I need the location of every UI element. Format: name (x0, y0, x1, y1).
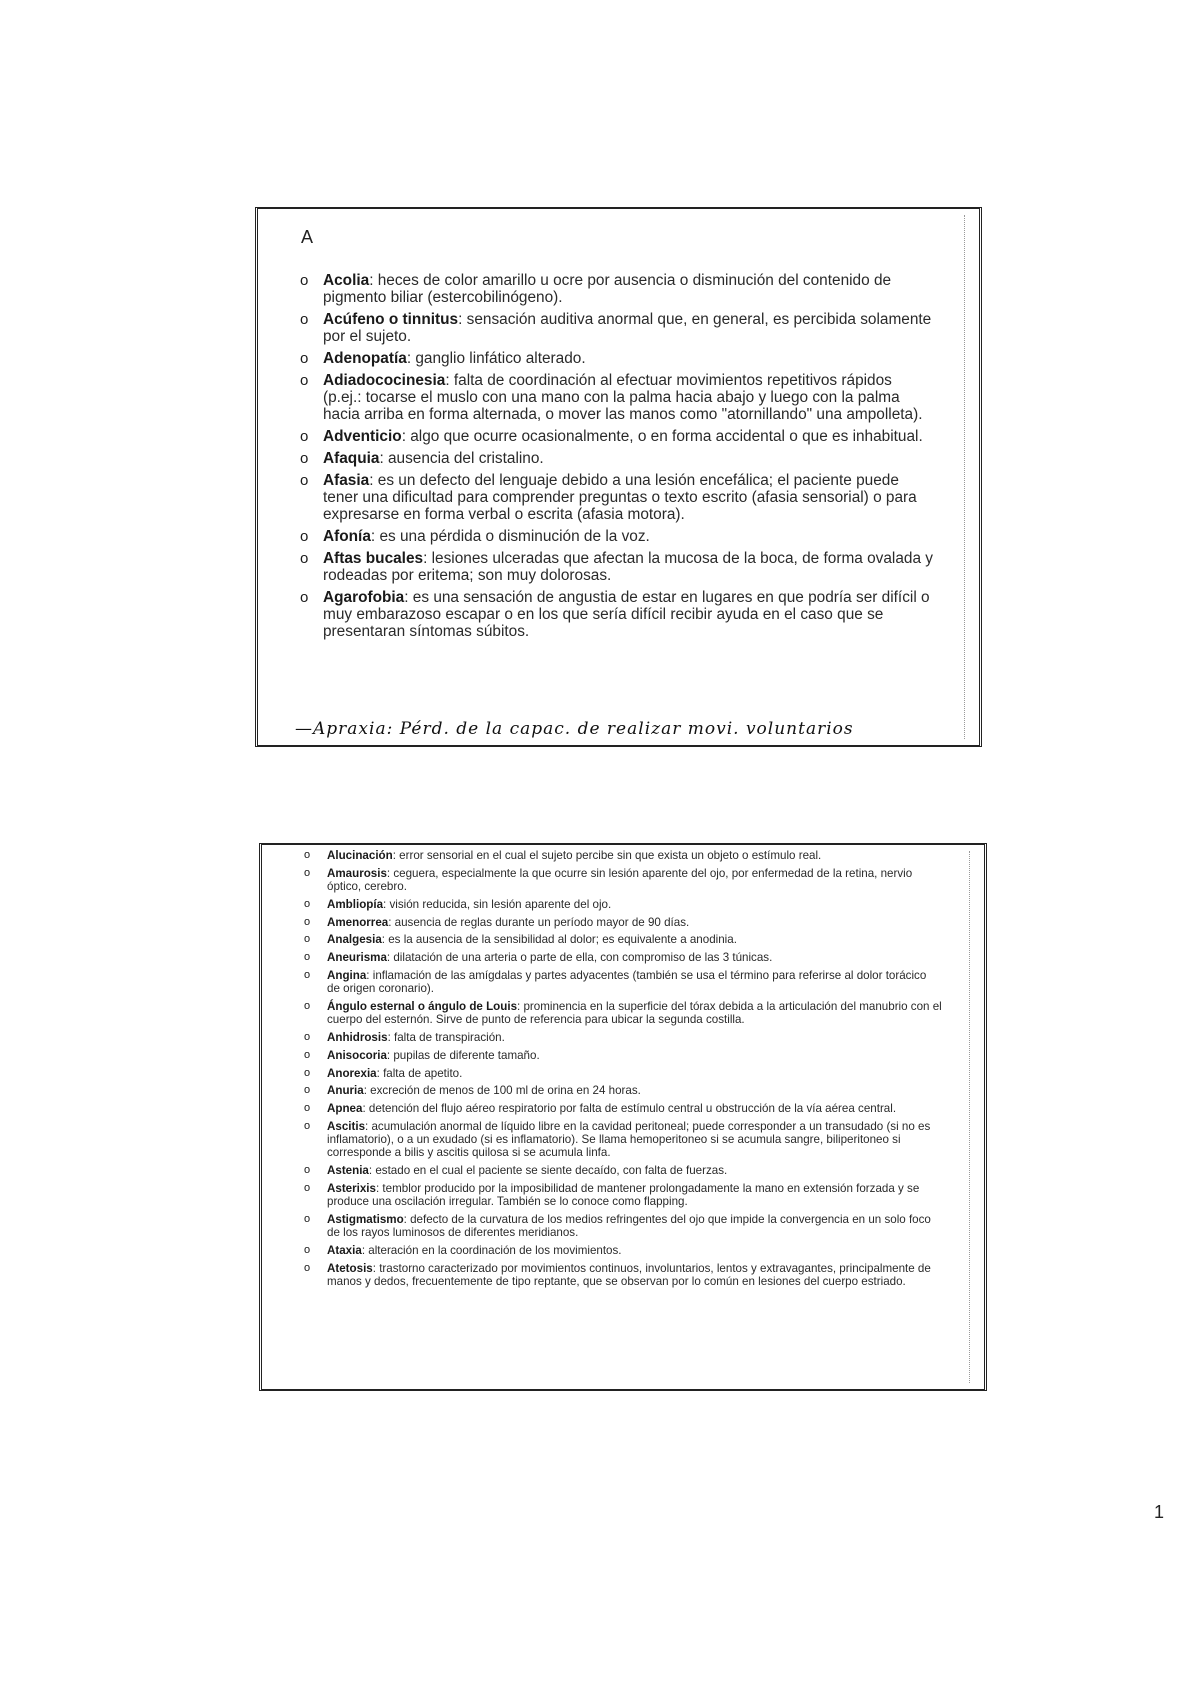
definition-text: : ausencia de reglas durante un período mayor de 90 días. (388, 915, 690, 929)
definition-item (304, 1262, 942, 1288)
definition-term: Anhidrosis (327, 1030, 388, 1044)
bullet-icon: o (304, 897, 311, 910)
handwritten-note: —Apraxia: Pérd. de la capac. de realizar movi. voluntarios (295, 719, 854, 739)
definition-item (304, 951, 942, 964)
bullet-icon: o (304, 1164, 311, 1177)
bullet-icon: o (304, 1181, 311, 1194)
definition-item (300, 428, 933, 445)
definition-term: Anuria (327, 1084, 364, 1098)
definition-item (304, 969, 942, 995)
bullet-icon: o (304, 915, 311, 928)
definition-term: Adenopatía (323, 350, 407, 367)
definition-text: : falta de transpiración. (387, 1030, 505, 1044)
definition-list-top (300, 272, 933, 645)
definition-item (304, 849, 942, 862)
definition-text: : acumulación anormal de líquido libre en la cavidad peritoneal; puede corresponder a un transudado (si no es inflamatorio), o a un exudado (si es inflamatorio). Se llama hemoperitoneo si se acumula sangre, biliperitoneo si corresponde a bilis y ascitis quilosa si se acumula linfa. (327, 1119, 931, 1160)
definition-text: : ausencia del cristalino. (379, 450, 544, 467)
definition-item (304, 898, 942, 911)
definition-term: Astigmatismo (327, 1212, 404, 1226)
bullet-icon: o (304, 1261, 311, 1274)
page-number: 1 (1154, 1502, 1165, 1522)
glossary-panel-bottom (259, 843, 987, 1391)
definition-item (304, 1213, 942, 1239)
definition-term: Asterixis (327, 1181, 376, 1195)
definition-term: Afasia (323, 472, 370, 489)
definition-text: : trastorno caracterizado por movimientos continuos, involuntarios, lentos y extravagantes, principalmente de manos y dedos, frecuentemente de tipo reptante, que se observan por lo común en lesiones del cuerpo estriado. (327, 1261, 931, 1288)
definition-term: Ascitis (327, 1119, 366, 1133)
bullet-icon: o (304, 1102, 311, 1115)
definition-term: Acolia (323, 272, 370, 289)
bullet-icon: o (304, 1048, 311, 1061)
definition-term: Astenia (327, 1164, 369, 1178)
definition-term: Anisocoria (327, 1048, 387, 1062)
definition-item (300, 311, 933, 345)
definition-text: : es una pérdida o disminución de la voz. (370, 528, 650, 545)
definition-text: : pupilas de diferente tamaño. (386, 1048, 540, 1062)
bullet-icon: o (300, 428, 309, 445)
glossary-panel-top (255, 207, 982, 747)
definition-text: : algo que ocurre ocasionalmente, o en forma accidental o que es inhabitual. (401, 428, 923, 445)
definition-term: Ambliopía (327, 897, 384, 911)
definition-text: : ceguera, especialmente la que ocurre sin lesión aparente del ojo, por enfermedad de la retina, nervio óptico, cerebro. (327, 866, 913, 893)
definition-text: : error sensorial en el cual el sujeto percibe sin que exista un objeto o estímulo real. (392, 849, 822, 862)
definition-item (300, 589, 933, 640)
definition-item (304, 1244, 942, 1257)
bullet-icon: o (304, 1119, 311, 1132)
definition-term: Adiadococinesia (323, 372, 446, 389)
bullet-icon: o (300, 528, 309, 545)
definition-term: Ángulo esternal o ángulo de Louis (327, 999, 518, 1013)
definition-text: : excreción de menos de 100 ml de orina en 24 horas. (363, 1084, 641, 1098)
definition-term: Aneurisma (327, 951, 387, 965)
bullet-icon: o (304, 1243, 311, 1256)
definition-term: Aftas bucales (323, 550, 424, 567)
definition-text: : dilatación de una arteria o parte de ella, con compromiso de las 3 túnicas. (386, 951, 773, 965)
definition-text: : prominencia en la superficie del tórax debida a la articulación del manubrio con el cuerpo del esternón. Sirve de punto de referencia para ubicar la segunda costilla. (327, 999, 942, 1027)
definition-item (304, 1031, 942, 1044)
definition-text: : falta de apetito. (376, 1066, 463, 1080)
bullet-icon: o (304, 933, 311, 946)
definition-text: : es un defecto del lenguaje debido a una lesión encefálica; el paciente puede tener una dificultad para comprender preguntas o texto escrito (afasia sensorial) o para expresarse en forma verbal o escrita (afasia motora). (323, 472, 917, 523)
definition-text: : detención del flujo aéreo respiratorio por falta de estímulo central u obstrucción de la vía aérea central. (362, 1102, 897, 1116)
definition-term: Amenorrea (327, 915, 389, 929)
definition-item (300, 472, 933, 523)
definition-item (304, 1000, 942, 1026)
definition-text: : inflamación de las amígdalas y partes adyacentes (también se usa el término para referirse al dolor torácico de origen coronario). (327, 968, 927, 996)
definition-text: : falta de coordinación al efectuar movimientos repetitivos rápidos (p.ej.: tocarse el muslo con una mano con la palma hacia abajo y luego con la palma hacia arriba en forma alternada, o mover las manos como "atornillando" una ampolleta). (323, 372, 923, 423)
definition-term: Apnea (327, 1102, 363, 1116)
bullet-icon: o (304, 849, 311, 861)
definition-item (304, 1182, 942, 1208)
definition-text: : ganglio linfático alterado. (406, 350, 586, 367)
definition-text: : heces de color amarillo u ocre por ausencia o disminución del contenido de pigmento biliar (estercobilinógeno). (323, 272, 892, 306)
definition-item (304, 867, 942, 893)
definition-term: Adventicio (323, 428, 402, 445)
definition-text: : visión reducida, sin lesión aparente del ojo. (383, 897, 612, 911)
definition-item (304, 933, 942, 946)
definition-text: : lesiones ulceradas que afectan la mucosa de la boca, de forma ovalada y rodeadas por eritema; son muy dolorosas. (323, 550, 933, 584)
definition-item (304, 1120, 942, 1160)
definition-text: : estado en el cual el paciente se siente decaído, con falta de fuerzas. (368, 1164, 728, 1178)
bullet-icon: o (300, 550, 309, 567)
definition-item (300, 528, 933, 545)
bullet-icon: o (300, 472, 309, 489)
definition-item (300, 272, 933, 306)
bullet-icon: o (304, 968, 311, 981)
bullet-icon: o (304, 1066, 311, 1079)
definition-term: Anorexia (327, 1066, 377, 1080)
definition-term: Ataxia (327, 1243, 362, 1257)
definition-item (300, 550, 933, 584)
bullet-icon: o (300, 589, 309, 606)
definition-term: Angina (327, 968, 367, 982)
definition-text: : sensación auditiva anormal que, en general, es percibida solamente por el sujeto. (323, 311, 932, 345)
definition-item (300, 350, 933, 367)
bullet-icon: o (300, 372, 309, 389)
definition-item (304, 1164, 942, 1177)
definition-term: Agarofobia (323, 589, 405, 606)
definition-list-bottom (304, 849, 942, 1293)
definition-term: Acúfeno o tinnitus (323, 311, 459, 328)
definition-text: : defecto de la curvatura de los medios refringentes del ojo que impide la convergencia en un solo foco de los rayos luminosos de diferentes meridianos. (327, 1212, 931, 1240)
bullet-icon: o (304, 866, 311, 879)
definition-text: : es una sensación de angustia de estar en lugares en que podría ser difícil o muy embarazoso escapar o en los que sería difícil recibir ayuda en el caso que se presentaran síntomas súbitos. (323, 589, 930, 640)
definition-text: : temblor producido por la imposibilidad de mantener prolongadamente la mano en extensión forzada y se produce una oscilación irregular. También se lo conoce como flapping. (327, 1181, 920, 1209)
definition-text: : es la ausencia de la sensibilidad al dolor; es equivalente a anodinia. (381, 933, 737, 947)
definition-item (304, 1049, 942, 1062)
definition-term: Afonía (323, 528, 371, 545)
definition-item (300, 450, 933, 467)
bullet-icon: o (300, 450, 309, 467)
bullet-icon: o (304, 999, 311, 1012)
definition-item (304, 1102, 942, 1115)
section-letter: A (301, 227, 314, 247)
definition-item (304, 916, 942, 929)
definition-term: Alucinación (327, 849, 393, 862)
bullet-icon: o (304, 1084, 311, 1097)
definition-term: Atetosis (327, 1261, 373, 1275)
bullet-icon: o (304, 1030, 311, 1043)
definition-item (304, 1084, 942, 1097)
bullet-icon: o (300, 350, 309, 367)
bullet-icon: o (304, 1212, 311, 1225)
definition-text: : alteración en la coordinación de los movimientos. (361, 1243, 622, 1257)
definition-term: Analgesia (327, 933, 382, 947)
definition-item (300, 372, 933, 423)
definition-term: Afaquia (323, 450, 380, 467)
bullet-icon: o (304, 951, 311, 964)
bullet-icon: o (300, 311, 309, 328)
definition-item (304, 1067, 942, 1080)
bullet-icon: o (300, 272, 309, 289)
definition-term: Amaurosis (327, 866, 387, 880)
